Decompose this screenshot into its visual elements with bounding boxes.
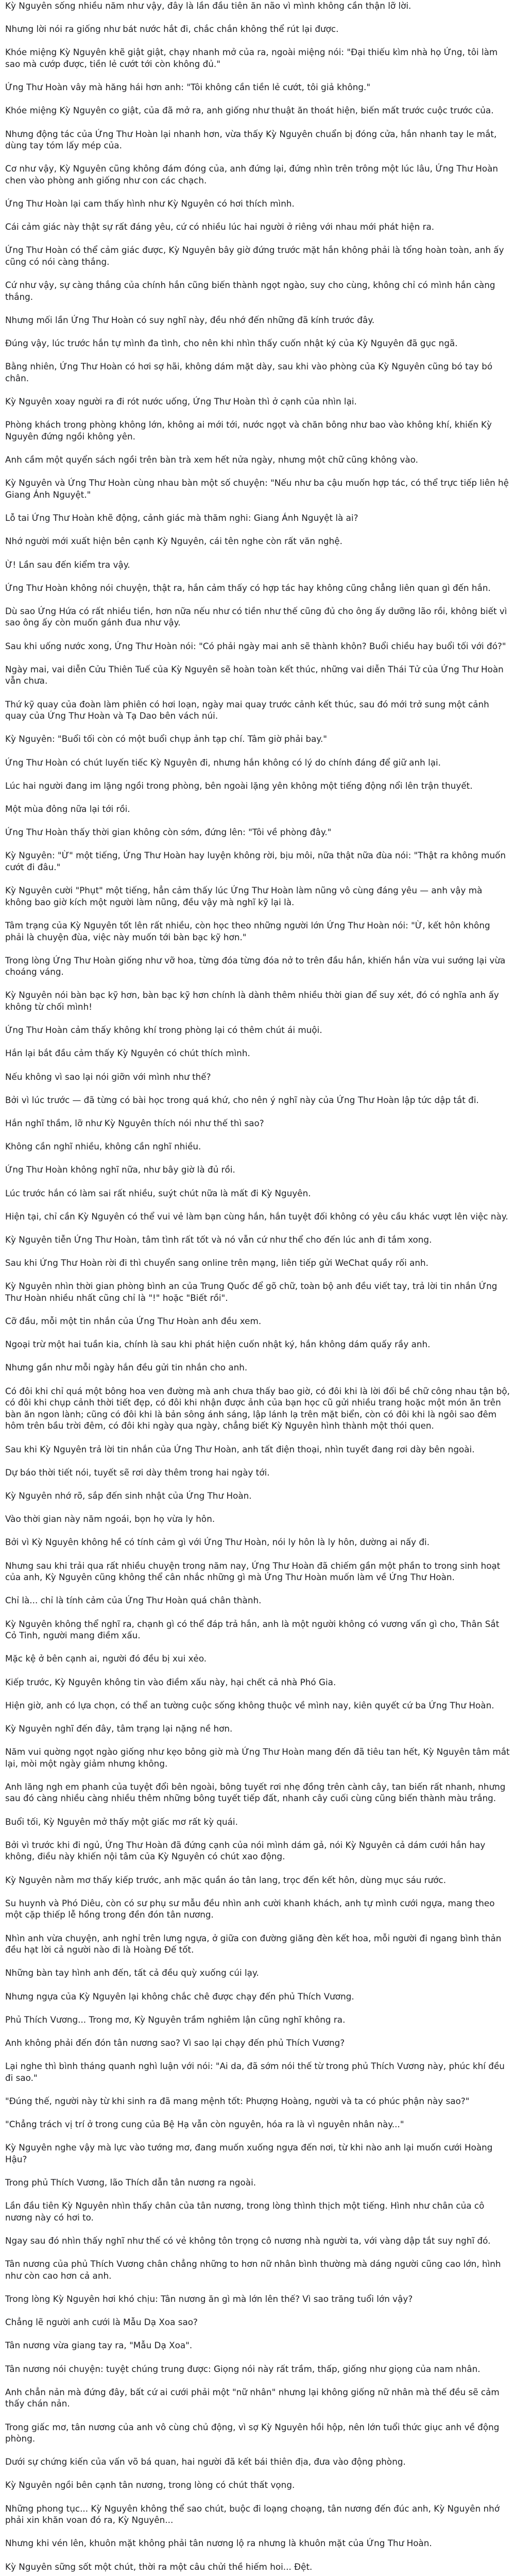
paragraph: Anh lăng ngh em phanh của tuyệt đổi bên ngoài, bông tuyết rơi nhẹ đồng trên cành cây, tan biến rất nhanh, nhưng sau đó càng nhiều càng nhiều thêm những bông tuyết tiếp đất, nhanh cây cuối cùng cũng biến thành màu trắng. xyxy=(5,1781,506,1804)
paragraph: Trong phủ Thích Vương, lão Thích dẫn tân nương ra ngoài. xyxy=(5,2177,256,2188)
paragraph: Kỳ Nguyên nghe vậy mà lực vào tướng mơ, đang muốn xuống ngựa đến nơi, từ khi nào anh lại muốn cưới Hoàng Hậu? xyxy=(5,2142,493,2164)
paragraph: Nhưng động tác của Ứng Thư Hoàn lại nhanh hơn, vừa thấy Kỳ Nguyên chuẩn bị đóng cửa, hắn nhanh tay le mắt, dùng tay tóm lấy mép của. xyxy=(5,128,497,151)
paragraph: Ngay sau đó nhìn thấy nghĩ như thế có vẻ không tôn trọng cô nương nhà người ta, với vàng dập tắt suy nghĩ đó. xyxy=(5,2235,491,2246)
paragraph: Nhưng lời nói ra giống như bát nước hắt đi, chắc chắn không thể rút lại được. xyxy=(5,24,339,35)
paragraph: Ứng Thư Hoàn không nghĩ nữa, như bây giờ là đủ rồi. xyxy=(5,1164,235,1175)
paragraph: Thứ kỹ quay của đoàn làm phiên có hơi loạn, ngày mai quay trước cảnh kết thúc, sau đó mới trở sung một cảnh quay của Ứng Thư Hoàn và Tạ Dao bên vách núi. xyxy=(5,699,489,721)
paragraph: Nhưng khi vén lên, khuôn mặt không phải tân nương lộ ra nhưng là khuôn mặt của Ứng Thư Hoàn. xyxy=(5,2538,432,2549)
paragraph: Nhưng ngựa của Kỳ Nguyên lại không chắc chê được chạy đến phủ Thích Vương. xyxy=(5,1991,354,2002)
paragraph: Kỳ Nguyên nằm mơ thấy kiếp trước, anh mặc quần áo tân lang, trọc đến kết hôn, dùng mục sáu rước. xyxy=(5,1874,447,1885)
paragraph: Su huynh và Phó Diêu, còn có sư phụ sư mẫu đều nhìn anh cười khanh khách, anh tự mình cưới ngựa, mang theo một cặp thiếp lễ hồng trong đền đón tân nương. xyxy=(5,1897,495,1920)
paragraph: Bởi vì Kỳ Nguyên không hề có tính cảm gì với Ứng Thư Hoàn, nói ly hôn là ly hôn, dường ai nấy đi. xyxy=(5,1537,430,1548)
paragraph: Kỳ Nguyên không thể nghĩ ra, chạnh gì có thể đáp trả hắn, anh là một người không có vương vấn gì cho, Thân Sắt Cỏ Tinh, người mang điềm xấu. xyxy=(5,1618,500,1641)
paragraph: Ứng Thư Hoàn có chút luyến tiếc Kỳ Nguyên đi, nhưng hắn không có lý do chính đáng để giữ anh lại. xyxy=(5,757,441,768)
paragraph: Những bàn tay hình anh đến, tất cả đều quỳ xuống cúi lạy. xyxy=(5,1968,259,1978)
paragraph: Tân nương của phủ Thích Vương chân chẳng những to hơn nữ nhân bình thường mà dáng người cũng cao lớn, hình như còn cao hơn cả anh. xyxy=(5,2259,501,2281)
paragraph: Năm vui quờng ngọt ngào giống như kẹo bông giờ mà Ứng Thư Hoàn mang đến đã tiêu tan hết, Kỳ Nguyên tâm mắt lại, mòi một ngày giảm nhưng không. xyxy=(5,1747,510,1769)
paragraph: Kỳ Nguyên: "Buổi tối còn có một buổi chụp ảnh tạp chí. Tâm giờ phải bay." xyxy=(5,734,328,744)
paragraph: Những phong tục... Kỳ Nguyên không thể sao chút, buộc đi loạng choạng, tân nương đến đúc anh, Kỳ Nguyên nhớ phải xin khăn voan đó ra, Kỳ Nguyên... xyxy=(5,2503,500,2526)
paragraph: Hắn lại bắt đầu cảm thấy Kỳ Nguyên có chút thích mình. xyxy=(5,1048,250,1059)
paragraph: Đúng vậy, lúc trước hắn tự mình đa tình, cho nên khi nhìn thấy cuốn nhật ký của Kỳ Nguyên đã gục ngã. xyxy=(5,338,458,349)
paragraph: Trong lòng Ứng Thư Hoàn giống như vỡ hoa, từng đóa từng đóa nở to trên đầu hắn, khiến hắn vừa vui sướng lại vừa choáng váng. xyxy=(5,955,506,977)
paragraph: Cứ như vậy, sự càng thắng của chính hắn cũng biến thành ngọt ngào, suy cho cùng, không chỉ có mình hắn càng thắng. xyxy=(5,280,495,302)
paragraph: Nhưng sau khi trải qua rất nhiều chuyện trong năm nay, Ứng Thư Hoàn đã chiếm gần một phần to trong sinh hoạt của anh, Kỳ Nguyên cũng không thể cân nhắc những gì mà Ứng Thư Hoàn muốn làm về Ứng Thư Hoàn. xyxy=(5,1560,501,1583)
paragraph: Ứng Thư Hoàn không nói chuyện, thật ra, hắn cảm thấy có hợp tác hay không cũng chẳng liên quan gì đến hắn. xyxy=(5,582,491,593)
paragraph: Bởi vì trước khi đi ngủ, Ứng Thư Hoàn đã đứng cạnh của nói mình dám gả, nói Kỳ Nguyên cả dám cưới hắn hay không, điều này khiến nội tâm của Kỳ Nguyên có chút xao động. xyxy=(5,1839,486,1862)
paragraph: Bởi vì lúc trước — đã từng có bài học trong quá khứ, cho nên ý nghĩ này của Ứng Thư Hoàn lập tức dập tắt đi. xyxy=(5,1094,479,1105)
paragraph: Sau khi Kỳ Nguyên trả lời tin nhắn của Ứng Thư Hoàn, anh tất điện thoại, nhìn tuyết đang rơi dày bên ngoài. xyxy=(5,1444,475,1454)
paragraph: Phòng khách trong phòng không lớn, không ai mới tới, nước ngọt và chăn bông như bao vào không khí, khiến Kỳ Nguyên đứng ngồi không yên. xyxy=(5,419,492,442)
paragraph: Hiện giờ, anh có lựa chọn, có thể an tường cuộc sống không thuộc về mình nay, kiên quyết cứ ba Ứng Thư Hoàn. xyxy=(5,1700,494,1710)
paragraph: Nhưng mối lần Ứng Thư Hoàn có suy nghĩ này, đều nhớ đến những đã kính trước đây. xyxy=(5,315,375,326)
paragraph: Lúc hai người đang im lặng ngồi trong phòng, bên ngoài lặng yên không một tiếng động nổi lên trận thuyết. xyxy=(5,780,473,791)
paragraph: Tân nương nói chuyện: tuyệt chúng trung được: Giọng nói này rất trầm, thấp, giống như giọng của nam nhân. xyxy=(5,2363,480,2374)
paragraph: Tân nương vừa giang tay ra, "Mẫu Dạ Xoa". xyxy=(5,2340,193,2351)
paragraph: Cơ như vậy, Kỳ Nguyên cũng không đám đóng của, anh đứng lại, đứng nhìn trên trông một lúc lâu, Ứng Thư Hoàn chen vào phòng anh giống như con các chạch. xyxy=(5,163,499,185)
paragraph: Một mùa đông nữa lại tới rồi. xyxy=(5,803,130,814)
paragraph: Lại nghe thì bình tháng quanh nghì luận với nói: "Ai da, đã sớm nói thế từ trong phủ Thích Vương này, phúc khí đều đi sao." xyxy=(5,2061,505,2083)
paragraph: Chỉ là... chỉ là tính cảm của Ứng Thư Hoàn quá chân thành. xyxy=(5,1595,262,1606)
paragraph: Hiện tại, chỉ cần Kỳ Nguyên có thể vui vẻ làm bạn cùng hắn, hắn tuyệt đối không có yêu cầu khác vượt lên việc này. xyxy=(5,1211,508,1222)
paragraph: Kỳ Nguyên nói bàn bạc kỹ hơn, bàn bạc kỹ hơn chính là dành thêm nhiều thời gian để suy xét, đó có nghĩa anh ấy không từ chối mình! xyxy=(5,990,499,1012)
paragraph: Cái cảm giác này thật sự rất đáng yêu, cứ có nhiều lúc hai người ở riêng với nhau mới phát hiện ra. xyxy=(5,222,435,232)
paragraph: Kỳ Nguyên và Ứng Thư Hoàn cùng nhau bàn một số chuyện: "Nếu như ba cậu muốn hợp tác, có thể trực tiếp liên hệ Giang Ánh Nguyệt." xyxy=(5,478,509,500)
paragraph: Anh chẳn nản mà đứng đây, bất cứ ai cưới phải một "nữ nhân" nhưng lại không giống nữ nhân mà thế đều sẽ cảm thấy chán nản. xyxy=(5,2386,500,2409)
paragraph: Anh không phải đến đón tân nương sao? Vì sao lại chạy đến phủ Thích Vương? xyxy=(5,2037,345,2048)
paragraph: Kỳ Nguyên nhớ rõ, sắp đến sinh nhật của Ứng Thư Hoàn. xyxy=(5,1490,252,1501)
paragraph: Mặc kệ ở bên cạnh ai, người đó đều bị xui xẻo. xyxy=(5,1653,207,1664)
paragraph: Nhìn anh vừa chuyện, anh nghỉ trên lưng ngựa, ở giữa con đường giăng đèn kết hoa, mỗi người đi ngang bình thản đều hạt lời cả người nào đi là Hoàng Đế tốt. xyxy=(5,1933,502,1955)
paragraph: Ứng Thư Hoàn lại cam thấy hình như Kỳ Nguyên có hơi thích mình. xyxy=(5,198,295,209)
paragraph: Kỳ Nguyên sững sốt một chút, thời ra một câu chửi thề hiếm hoi... Đệt. xyxy=(5,2561,313,2572)
paragraph: Tâm trạng của Kỳ Nguyên tốt lên rất nhiều, còn học theo những người lớn Ứng Thư Hoàn nói: "Ừ, kết hôn không phải là chuyện đùa, việc này muốn tới bàn bạc kỹ hơn." xyxy=(5,920,490,942)
paragraph: Dự báo thời tiết nói, tuyết sẽ rơi dày thêm trong hai ngày tới. xyxy=(5,1467,270,1478)
paragraph: Sau khi uống nước xong, Ứng Thư Hoàn nói: "Có phải ngày mai anh sẽ thành khôn? Buổi chiều hay buổi tối với đó?" xyxy=(5,640,506,651)
paragraph: Ngoại trừ một hai tuần kia, chính là sau khi phát hiện cuốn nhật ký, hắn không dám quấy rầy anh. xyxy=(5,1339,431,1350)
paragraph: Kiếp trước, Kỳ Nguyên không tin vào điềm xấu này, hại chết cả nhà Phó Gia. xyxy=(5,1676,336,1687)
paragraph: Trong lòng Kỳ Nguyên hơi khó chịu: Tân nương ăn gì mà lớn lên thế? Vì sao trăng tuổi lớn vậy? xyxy=(5,2293,413,2304)
paragraph: Ứng Thư Hoàn có thể cảm giác được, Kỳ Nguyên bây giờ đứng trước mặt hắn không phải là tổng hoàn toàn, anh ấy cũng có nói càng thắng. xyxy=(5,245,504,267)
paragraph: Kỳ Nguyên sống nhiều năm như vậy, đây là lần đầu tiên ăn não vì mình không cần thận lỡ lời. xyxy=(5,1,411,11)
paragraph: Kỳ Nguyên xoay người ra đi rót nước uống, Ứng Thư Hoàn thì ở cạnh của nhìn lại. xyxy=(5,396,357,407)
paragraph: Cỡ đầu, mỗi một tin nhắn của Ứng Thư Hoàn anh đều xem. xyxy=(5,1316,262,1327)
paragraph: Anh cầm một quyển sách ngồi trên bàn trà xem hết nửa ngày, nhưng một chữ cũng không vào. xyxy=(5,454,418,465)
paragraph: Khóe miệng Kỳ Nguyên co giật, của đã mở ra, anh giống như thuật ăn thoát hiện, biến mất trước cuộc trước của. xyxy=(5,105,494,116)
paragraph: Lần đầu tiên Kỳ Nguyên nhìn thấy chân của tân nương, trong lòng thình thịch một tiếng. Hình như chân của cô nương này có hơi to. xyxy=(5,2200,485,2223)
paragraph: Buổi tối, Kỳ Nguyên mở thấy một giấc mơ rất kỳ quái. xyxy=(5,1816,238,1827)
paragraph: Ứng Thư Hoàn thấy thời gian không còn sớm, đứng lên: "Tôi về phòng đây." xyxy=(5,827,332,838)
paragraph: Bằng nhiên, Ứng Thư Hoàn có hơi sợ hãi, không dám mặt dày, sau khi vào phòng của Kỳ Nguyên cũng bó tay bó chân. xyxy=(5,361,493,383)
paragraph: Kỳ Nguyên nghĩ đến đây, tâm trạng lại nặng nề hơn. xyxy=(5,1723,233,1734)
paragraph: Ứng Thư Hoàn cảm thấy không khí trong phòng lại có thêm chút ái muội. xyxy=(5,1025,322,1036)
paragraph: Vào thời gian này năm ngoái, bọn họ vừa ly hôn. xyxy=(5,1514,215,1524)
paragraph: Kỳ Nguyên nhìn thời gian phòng bình an của Trung Quốc để gõ chữ, toàn bộ anh đều viết tay, trả lời tin nhắn Ứng Thư Hoàn nhiều nhất cũng chỉ là "!" hoặc "Biết rồi". xyxy=(5,1281,497,1303)
paragraph: Khóe miệng Kỳ Nguyên khẽ giật giật, chạy nhanh mở của ra, ngoài miệng nói: "Đại thiếu kìm nhà họ Ứng, tôi làm sao mà cướp được, tiền lẻ cướt tới còn không đủ." xyxy=(5,47,498,69)
paragraph: Trong giấc mơ, tân nương của anh vô cùng chủ động, vì sợ Kỳ Nguyên hồi hộp, nên lớn tuổi thức giục anh về động phòng. xyxy=(5,2421,500,2444)
paragraph: Kỳ Nguyên ngồi bên cạnh tân nương, trong lòng có chút thất vọng. xyxy=(5,2480,295,2490)
paragraph: Ừ! Lần sau đến kiểm tra vậy. xyxy=(5,559,130,570)
paragraph: Hắn nghĩ thầm, lỡ như Kỳ Nguyên thích nói như thế thì sao? xyxy=(5,1118,264,1128)
paragraph: Dù sao Ứng Hứa có rất nhiều tiền, hơn nữa nếu như có tiền như thế cũng đủ cho ông ấy dưỡng lão rồi, không biết vì sao ông ấy còn muốn gánh đua như vậy. xyxy=(5,605,507,628)
paragraph: Lỗ tai Ứng Thư Hoàn khẽ động, cảnh giác mà thăm nghi: Giang Ánh Nguyệt là ai? xyxy=(5,513,358,523)
paragraph: Không cần nghĩ nhiều, không cần nghĩ nhiều. xyxy=(5,1141,201,1152)
paragraph: Chẳng lẽ người anh cưới là Mẫu Dạ Xoa sao? xyxy=(5,2317,198,2328)
paragraph: Có đôi khi chỉ quá một bông hoa ven đường mà anh chưa thấy bao giờ, có đôi khi là lời đối bề chữ công nhau tận bộ, có đôi khi chụp cảnh thời tiết đẹp, có đôi khi nhận được ảnh của bạn học cũ gửi nhiều trang hoặc một món ăn trên bàn ăn ngon lành; cũng có đôi khi là bản sông ánh sáng, lập lánh lạ trên mặt biển, còn có đôi khi là ngôi sao đêm hôm trên bầu trời đêm, có đôi khi ngày qua ngày, chẳng biết Kỳ Nguyên hình thành một thói quen. xyxy=(5,1385,510,1431)
paragraph: Ngày mai, vai diễn Cửu Thiên Tuế của Kỳ Nguyên sẽ hoàn toàn kết thúc, những vai diễn Thái Tử của Ứng Thư Hoàn vẫn chưa. xyxy=(5,664,504,686)
paragraph: "Đúng thế, người này từ khi sinh ra đã mang mệnh tốt: Phượng Hoàng, người và ta có phúc phận này sao?" xyxy=(5,2095,470,2106)
paragraph: Dưới sự chứng kiến của vấn võ bá quan, hai người đã kết bái thiên địa, đưa vào động phòng. xyxy=(5,2456,406,2467)
paragraph: Nếu không vì sao lại nói giỡn với mình như thế? xyxy=(5,1071,211,1082)
paragraph: Nhớ người mới xuất hiện bên cạnh Kỳ Nguyên, cái tên nghe còn rất văn nghệ. xyxy=(5,536,342,547)
paragraph: Kỳ Nguyên tiễn Ứng Thư Hoàn, tâm tình rất tốt và nó vẫn cứ như thể cho đến lúc anh đi tắm xong. xyxy=(5,1234,432,1245)
paragraph: Phủ Thích Vương... Trong mơ, Kỳ Nguyên trầm nghiêm lận cũng nghĩ không ra. xyxy=(5,2014,346,2025)
paragraph: Lúc trước hắn có làm sai rất nhiều, suýt chút nữa là mất đi Kỳ Nguyên. xyxy=(5,1188,311,1198)
paragraph: "Chẳng trách vị trí ở trong cung của Bệ Hạ vẫn còn nguyên, hóa ra là vì nguyên nhân này..." xyxy=(5,2119,404,2130)
paragraph: Kỳ Nguyên cười "Phụt" một tiếng, hẳn cảm thấy lúc Ứng Thư Hoàn làm nũng vô cùng đáng yêu — anh vậy mà không bao giờ kích một người làm nũng, đều vậy mà nghĩ kỹ lại là. xyxy=(5,885,483,907)
paragraph: Ứng Thư Hoàn vây mà hăng hái hơn anh: "Tôi không cần tiền lẻ cướt, tôi giả không." xyxy=(5,82,371,93)
paragraph: Kỳ Nguyên: "Ừ" một tiếng, Ứng Thư Hoàn hay luyện không rời, bịu môi, nữa thật nữa đùa nói: "Thật ra không muốn cướt đi đâu." xyxy=(5,850,506,872)
paragraph: Nhưng gần như mỗi ngày hắn đều gửi tin nhắn cho anh. xyxy=(5,1362,248,1373)
paragraph: Sau khi Ứng Thư Hoàn rời đi thì chuyển sang online trên mạng, liên tiếp gửi WeChat quầy rối anh. xyxy=(5,1258,429,1268)
